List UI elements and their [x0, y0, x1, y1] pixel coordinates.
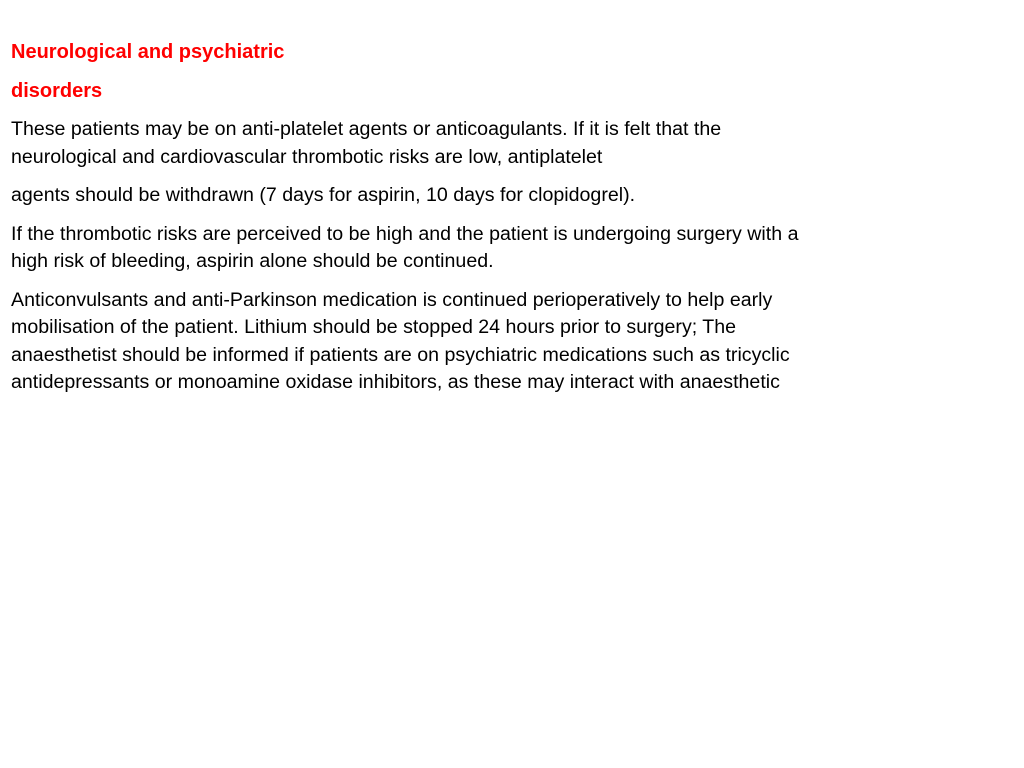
text-line: antidepressants or monoamine oxidase inhibitors, as these may interact with anaesthetic — [11, 371, 780, 393]
text-line: Anticonvulsants and anti-Parkinson medication is continued perioperatively to help early — [11, 288, 773, 311]
paragraph-withdrawal-times — [11, 182, 1012, 210]
text-line: These patients may be on anti-platelet agents or anticoagulants. If it is felt that the — [11, 118, 722, 140]
text-line: agents should be withdrawn (7 days for aspirin, 10 days for clopidogrel). — [11, 184, 636, 206]
text-line: mobilisation of the patient. Lithium should be stopped 24 hours prior to surgery; The — [11, 316, 737, 338]
section-heading — [11, 38, 1012, 105]
text-line: high risk of bleeding, aspirin alone should be continued. — [11, 250, 494, 272]
text-line: If the thrombotic risks are perceived to be high and the patient is undergoing surgery with a — [11, 222, 799, 245]
paragraph-medications — [11, 287, 1012, 397]
heading-line-2: disorders — [11, 80, 103, 102]
paragraph-antiplatelet-intro — [11, 116, 1012, 171]
text-line: neurological and cardiovascular thrombotic risks are low, antiplatelet — [11, 145, 603, 168]
text-line: anaesthetist should be informed if patients are on psychiatric medications such as tricyclic — [11, 343, 790, 366]
paragraph-high-risk — [11, 221, 1012, 276]
heading-line-1: Neurological and psychiatric — [11, 41, 285, 63]
